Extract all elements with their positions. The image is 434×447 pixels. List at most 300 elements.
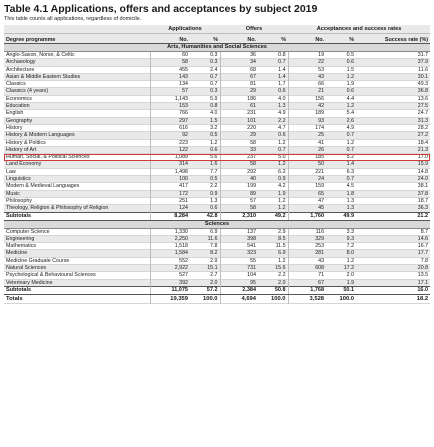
cell-value: 13.6 (417, 95, 429, 102)
cell-value: 58 (220, 205, 258, 212)
table-row (4, 168, 430, 175)
header-degree-programme: Degree programme (4, 34, 150, 44)
cell-value: 2.0 (190, 279, 220, 286)
cell-value: 4,694 (220, 294, 258, 303)
cell-value: 37.8 (356, 190, 430, 197)
cell-value: 1.2 (278, 139, 286, 146)
cell-value: 2.2 (278, 272, 286, 279)
cell-value: 189 (288, 110, 326, 117)
cell-value: 137 (220, 228, 258, 235)
cell-value: 4.0 (278, 95, 286, 102)
section-header-row (4, 220, 430, 228)
cell-label: Modern & Medieval Languages (6, 183, 80, 190)
cell-value: 1.5 (346, 66, 355, 73)
cell-value: 20.8 (356, 265, 430, 272)
cell-label: History of Art (4, 146, 150, 153)
table-row (4, 110, 430, 117)
cell-value: 11.6 (418, 66, 429, 73)
cell-value: 15.6 (258, 265, 288, 272)
cell-value: 93 (288, 117, 326, 124)
cell-value: 392 (150, 279, 190, 286)
cell-label: Music (4, 190, 150, 197)
cell-value: 8.5 (258, 235, 288, 242)
cell-value: 156 (288, 95, 326, 102)
subtotal-row (4, 286, 430, 294)
cell-value: 6.9 (258, 250, 288, 257)
table-row (4, 103, 430, 110)
cell-value: 17.7 (356, 250, 430, 257)
table-body (4, 44, 430, 304)
cell-value: 17.0 (417, 154, 429, 161)
cell-value: 15.9 (356, 161, 430, 168)
cell-value: 0.6 (190, 205, 220, 212)
cell-value: 2,922 (150, 265, 190, 272)
cell-value: 0.6 (258, 88, 288, 95)
cell-value: 1.9 (346, 81, 355, 88)
cell-value: 26 (288, 146, 326, 153)
cell-value: 67 (288, 279, 326, 286)
section-title: Arts, Humanities and Social Sciences (4, 44, 430, 52)
cell-value: 1.2 (346, 139, 355, 146)
cell-value: 17.1 (356, 279, 430, 286)
cell-value: 0.6 (190, 146, 220, 153)
section-title: Sciences (4, 220, 430, 228)
header-acceptances: Acceptances and success rates (288, 25, 430, 34)
section-header-row (4, 44, 430, 52)
table-row (4, 95, 430, 102)
cell-value: 24.0 (356, 176, 430, 183)
table-row (4, 146, 430, 153)
cell-value: 8.0 (326, 250, 356, 257)
cell-label: Philosophy (6, 197, 32, 204)
cell-value: 0.6 (326, 59, 356, 66)
cell-value: 1.3 (346, 197, 355, 204)
table-row (4, 235, 430, 242)
table-row (4, 73, 430, 80)
cell-label: History & Modern Languages (4, 132, 150, 139)
cell-value: 100.0 (326, 294, 356, 303)
cell-value: 1.4 (258, 73, 288, 80)
cell-value: 13.5 (417, 272, 429, 279)
cell-value: 66 (288, 81, 326, 88)
cell-value: 29 (220, 132, 258, 139)
cell-value: 25 (288, 132, 326, 139)
cell-value: 0.8 (278, 52, 286, 58)
table-row (4, 228, 430, 235)
cell-value: 616 (150, 124, 190, 131)
cell-value: 101 (220, 117, 258, 124)
cell-value: 5.9 (210, 95, 218, 102)
cell-value: 1.2 (258, 161, 288, 168)
cell-value: 231 (220, 110, 258, 117)
cell-value: 58 (220, 139, 258, 146)
table-row (4, 205, 430, 212)
cell-value: 65 (288, 190, 326, 197)
cell-value: 185 (288, 154, 326, 161)
header-app-no: No. (150, 34, 190, 44)
cell-value: 552 (150, 257, 190, 264)
cell-value: 50.1 (326, 286, 356, 294)
cell-value: 314 (150, 161, 190, 168)
cell-value: 50 (288, 161, 326, 168)
cell-value: 1.2 (326, 103, 356, 110)
cell-value: 4.2 (278, 183, 286, 190)
table-row (4, 59, 430, 66)
cell-value: 6.3 (346, 168, 355, 175)
cell-value: 11.5 (275, 243, 286, 250)
cell-value: 11.6 (190, 235, 220, 242)
cell-value: 455 (150, 66, 190, 73)
cell-value: 608 (288, 265, 326, 272)
table-row (4, 154, 430, 161)
cell-value: 100.0 (258, 294, 288, 303)
cell-value: 297 (150, 117, 190, 124)
cell-value: 159 (288, 183, 326, 190)
cell-value: 0.6 (258, 132, 288, 139)
table-row (4, 117, 430, 124)
cell-value: 1,760 (288, 212, 326, 220)
cell-value: 3,528 (288, 294, 326, 303)
cell-label: Classics (6, 81, 26, 88)
cell-value: 223 (150, 139, 190, 146)
cell-value: 417 (150, 183, 190, 190)
cell-label: Medicine Graduate Course (6, 257, 70, 264)
cell-label: Natural Sciences (4, 265, 150, 272)
cell-value: 220 (220, 124, 258, 131)
cell-value: 49.3 (417, 81, 429, 88)
table-row (4, 190, 430, 197)
cell-value: 134 (150, 81, 190, 88)
cell-value: 29 (220, 88, 258, 95)
cell-value: 186 (220, 95, 258, 102)
cell-value: 6.9 (210, 228, 218, 235)
cell-value: 2,250 (150, 235, 190, 242)
cell-value: 4.0 (210, 110, 218, 117)
cell-value: 14.8 (417, 168, 429, 175)
cell-value: 92 (150, 132, 190, 139)
table-row (4, 139, 430, 146)
cell-value: 1.2 (346, 257, 355, 264)
header-acc-no: No. (288, 34, 326, 44)
table-row (4, 243, 430, 250)
cell-value: 1,089 (150, 154, 190, 161)
header-success-rate: Success rate (%) (356, 34, 430, 44)
cell-value: 43 (288, 73, 326, 80)
cell-value: 0.5 (190, 176, 220, 183)
cell-label: Archaeology (4, 59, 150, 66)
cell-value: 1.8 (326, 190, 356, 197)
cell-label: Economics (6, 95, 32, 102)
cell-value: 49.9 (326, 212, 356, 220)
table-row (4, 161, 430, 168)
cell-value: 41 (288, 139, 326, 146)
cell-value: 143 (150, 73, 190, 80)
cell-value: 2.2 (210, 183, 218, 190)
header-acc-pct: % (326, 34, 356, 44)
cell-value: 323 (220, 250, 258, 257)
cell-value: 172 (150, 190, 190, 197)
cell-label: Computer Science (6, 228, 50, 235)
cell-value: 199 (220, 183, 258, 190)
cell-label: History (6, 124, 23, 131)
cell-value: 2.2 (258, 117, 288, 124)
cell-label: Law (6, 168, 16, 175)
cell-value: 7.8 (420, 257, 429, 264)
cell-value: 2.9 (210, 257, 218, 264)
cell-value: 5.0 (278, 154, 286, 161)
header-group-row (4, 25, 430, 34)
cell-value: 33 (220, 146, 258, 153)
subtotal-row (4, 212, 430, 220)
cell-value: 0.7 (190, 73, 220, 80)
cell-label: Engineering (4, 235, 150, 242)
cell-value: 7.8 (210, 243, 218, 250)
cell-value: 8.2 (190, 250, 220, 257)
cell-value: 4.9 (346, 124, 355, 131)
cell-value: 1,330 (150, 228, 190, 235)
cell-value: 0.7 (258, 59, 288, 66)
cell-value: 1,584 (150, 250, 190, 257)
header-off-no: No. (220, 34, 258, 44)
header-column-row (4, 34, 430, 44)
cell-label: Architecture (6, 66, 35, 73)
cell-value: 1,518 (150, 243, 190, 250)
cell-value: 28.2 (417, 124, 429, 131)
cell-value: 1.2 (258, 205, 288, 212)
cell-value: 1.3 (258, 103, 288, 110)
table-row (4, 279, 430, 286)
cell-value: 251 (150, 197, 190, 204)
cell-label: Subtotals (4, 212, 150, 220)
cell-value: 329 (288, 235, 326, 242)
cell-value: 5.6 (210, 154, 218, 161)
cell-value: 22 (288, 59, 326, 66)
cell-label: Asian & Middle Eastern Studies (4, 73, 150, 80)
cell-label: English (6, 110, 24, 117)
cell-value: 27.2 (356, 132, 430, 139)
cell-value: 2.9 (278, 228, 286, 235)
cell-label: Totals (4, 294, 150, 303)
cell-value: 43 (288, 257, 326, 264)
cell-value: 16.7 (417, 243, 429, 250)
cell-value: 45 (288, 205, 326, 212)
cell-value: 7.2 (346, 243, 355, 250)
cell-value: 37.9 (356, 59, 430, 66)
cell-value: 58 (150, 59, 190, 66)
cell-value: 1.4 (278, 66, 286, 73)
cell-value: 18.7 (417, 197, 429, 204)
cell-value: 2.7 (210, 272, 218, 279)
cell-value: 53 (288, 66, 326, 73)
cell-value: 0.7 (326, 176, 356, 183)
cell-label: Veterinary Medicine (4, 279, 150, 286)
cell-value: 0.5 (346, 52, 355, 58)
cell-value: 1.9 (258, 190, 288, 197)
cell-value: 4.4 (346, 95, 355, 102)
cell-value: 122 (150, 146, 190, 153)
cell-value: 1.3 (210, 197, 218, 204)
cell-value: 61 (220, 103, 258, 110)
cell-value: 527 (150, 272, 190, 279)
cell-label: Human, Social, & Political Sciences (6, 154, 90, 161)
cell-value: 19 (288, 52, 326, 59)
cell-value: 3.2 (210, 124, 218, 131)
cell-value: 18.2 (356, 294, 430, 303)
cell-value: 174 (288, 124, 326, 131)
cell-value: 8,284 (150, 212, 190, 220)
table-row (4, 124, 430, 131)
cell-value: 1.3 (326, 205, 356, 212)
cell-value: 2,384 (220, 286, 258, 294)
cell-value: 95 (220, 279, 258, 286)
cell-value: 38.1 (417, 183, 429, 190)
table-row (4, 272, 430, 279)
cell-value: 21 (288, 88, 326, 95)
cell-value: 2.6 (326, 117, 356, 124)
cell-value: 89 (220, 190, 258, 197)
cell-label: Geography (4, 117, 150, 124)
cell-value: 14.6 (356, 235, 430, 242)
cell-value: 40 (220, 176, 258, 183)
cell-value: 42 (288, 103, 326, 110)
cell-value: 237 (220, 154, 258, 161)
cell-value: 18.4 (417, 139, 429, 146)
cell-value: 4.9 (278, 110, 286, 117)
cell-value: 0.6 (326, 88, 356, 95)
cell-value: 1.2 (210, 139, 218, 146)
cell-value: 0.7 (210, 81, 218, 88)
table-row (4, 250, 430, 257)
cell-value: 67 (220, 73, 258, 80)
cell-value: 50.8 (258, 286, 288, 294)
cell-value: 0.9 (258, 176, 288, 183)
cell-value: 24.7 (417, 110, 429, 117)
cell-value: 0.8 (190, 103, 220, 110)
cell-value: 0.7 (258, 146, 288, 153)
table-subtitle: This table counts all applications, regardless of domicile. (4, 16, 142, 22)
cell-value: 11,075 (150, 286, 190, 294)
cell-label: Education (4, 103, 150, 110)
cell-value: 0.7 (326, 146, 356, 153)
cell-label: Classics (4 years) (4, 88, 150, 95)
header-offers: Offers (220, 25, 288, 34)
cell-value: 17.2 (326, 265, 356, 272)
cell-value: 1.2 (278, 257, 286, 264)
cell-label: Subtotals (4, 286, 150, 294)
cell-value: 1,768 (288, 286, 326, 294)
cell-value: 68 (220, 66, 258, 73)
cell-value: 57 (220, 197, 258, 204)
cell-value: 21.3 (356, 146, 430, 153)
cell-value: 1.6 (190, 161, 220, 168)
cell-value: 1.7 (278, 81, 286, 88)
cell-value: 47 (288, 197, 326, 204)
cell-value: 34 (220, 59, 258, 66)
subject-table (4, 25, 430, 304)
cell-value: 1.4 (326, 161, 356, 168)
cell-value: 1,143 (150, 95, 190, 102)
cell-value: 31.3 (356, 117, 430, 124)
total-row (4, 294, 430, 303)
cell-label: Mathematics (6, 243, 37, 250)
cell-value: 30.1 (356, 73, 430, 80)
cell-value: 281 (288, 250, 326, 257)
cell-value: 2,310 (220, 212, 258, 220)
cell-label: Theology, Religion & Philosophy of Religion (4, 205, 150, 212)
cell-value: 153 (150, 103, 190, 110)
table-row (4, 66, 430, 73)
cell-value: 58 (220, 161, 258, 168)
cell-label: Anglo-Saxon, Norse, & Celtic (6, 52, 75, 58)
table-row (4, 88, 430, 95)
cell-value: 36 (220, 52, 258, 59)
cell-value: 9.3 (326, 235, 356, 242)
cell-value: 57.2 (190, 286, 220, 294)
table-row (4, 52, 430, 59)
table-title: Table 4.1 Applications, offers and acceptances by subject 2019 (4, 3, 318, 15)
table-row (4, 257, 430, 264)
cell-value: 27.5 (356, 103, 430, 110)
cell-value: 100 (150, 176, 190, 183)
cell-value: 0.7 (326, 132, 356, 139)
cell-value: 2.0 (258, 279, 288, 286)
table-row (4, 132, 430, 139)
cell-value: 0.3 (190, 59, 220, 66)
table-row (4, 197, 430, 204)
cell-value: 36.8 (356, 88, 430, 95)
header-off-pct: % (258, 34, 288, 44)
cell-value: 0.5 (190, 132, 220, 139)
cell-label: Linguistics (4, 176, 150, 183)
cell-label: Land Economy (4, 161, 150, 168)
cell-value: 24 (288, 176, 326, 183)
header-app-pct: % (190, 34, 220, 44)
cell-value: 2.4 (210, 66, 218, 73)
cell-value: 5.2 (346, 154, 355, 161)
cell-value: 15.1 (190, 265, 220, 272)
cell-value: 4.5 (346, 183, 355, 190)
cell-value: 221 (288, 168, 326, 175)
cell-value: 36.3 (356, 205, 430, 212)
cell-value: 100.0 (190, 294, 220, 303)
cell-value: 3.3 (346, 228, 355, 235)
cell-value: 1.2 (326, 73, 356, 80)
cell-label: Medicine (4, 250, 150, 257)
cell-value: 5.4 (346, 110, 355, 117)
cell-value: 0.3 (210, 52, 218, 58)
cell-value: 0.3 (190, 88, 220, 95)
cell-value: 42.8 (190, 212, 220, 220)
cell-label: Psychological & Behavioural Sciences (6, 272, 96, 279)
cell-value: 124 (150, 205, 190, 212)
cell-value: 81 (220, 81, 258, 88)
cell-value: 21.2 (356, 212, 430, 220)
cell-value: 31.7 (417, 52, 429, 58)
header-applications: Applications (150, 25, 220, 34)
cell-value: 398 (220, 235, 258, 242)
table-row (4, 81, 430, 88)
cell-value: 292 (220, 168, 258, 175)
cell-value: 49.2 (258, 212, 288, 220)
cell-value: 0.9 (190, 190, 220, 197)
cell-label: History & Politics (6, 139, 46, 146)
header-blank (4, 25, 150, 34)
table-row (4, 176, 430, 183)
cell-value: 60 (150, 52, 190, 59)
cell-value: 253 (288, 243, 326, 250)
cell-value: 116 (288, 228, 326, 235)
cell-value: 1.2 (278, 197, 286, 204)
